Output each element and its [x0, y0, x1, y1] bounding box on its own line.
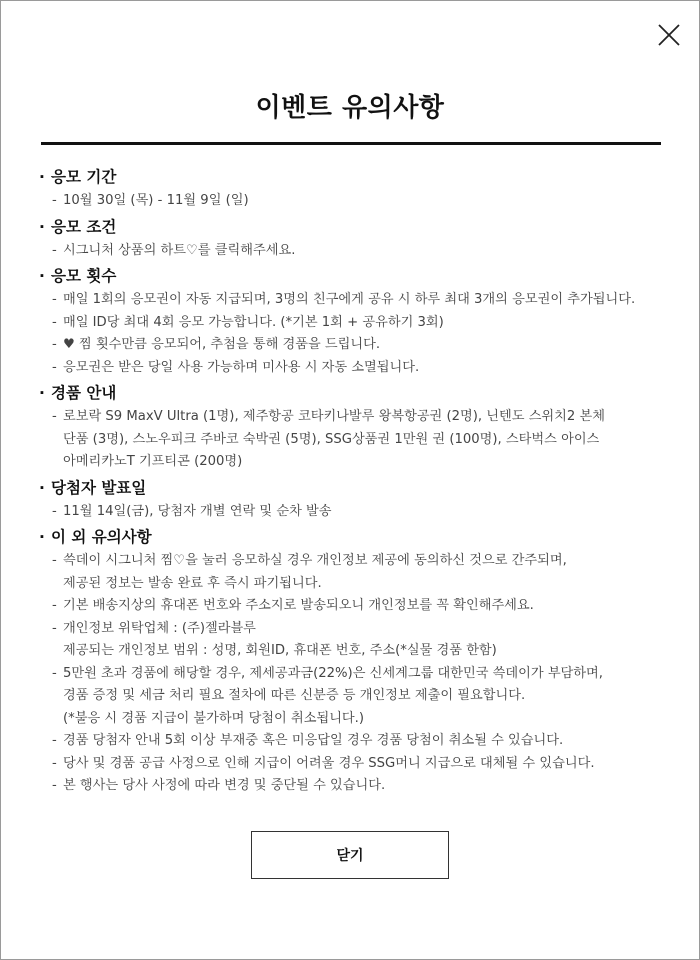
close-modal-button[interactable]: 닫기	[251, 831, 449, 879]
section-heading-text: 당첨자 발표일	[51, 478, 147, 497]
dash-marker: -	[52, 778, 57, 793]
bullet-dot: ·	[39, 384, 45, 402]
notice-section	[39, 524, 669, 798]
dash-marker: -	[52, 314, 57, 330]
section-heading	[39, 164, 669, 190]
close-button[interactable]	[655, 21, 683, 49]
notice-item-line: 본 행사는 당사 사정에 따라 변경 및 중단될 수 있습니다.	[63, 778, 386, 793]
dash-marker: -	[52, 598, 57, 613]
notice-item-line: 매일 ID당 최대 4회 응모 가능합니다. (*기본 1회 + 공유하기 3회)	[63, 314, 444, 330]
notice-item-line: 개인정보 위탁업체 : (주)젤라블루	[63, 620, 256, 636]
section-heading-text: 응모 기간	[51, 168, 117, 186]
notice-item-line: 쓱데이 시그니처 찜♡을 눌러 응모하실 경우 개인정보 제공에 동의하신 것으로 간주되며,	[63, 553, 567, 568]
notice-item	[39, 240, 669, 263]
section-heading	[39, 524, 669, 550]
notice-item-line: 시그니처 상품의 하트♡를 클릭해주세요.	[63, 242, 296, 258]
section-heading	[39, 475, 669, 501]
notice-item-line: ♥ 찜 횟수만큼 응모되어, 추첨을 통해 경품을 드립니다.	[63, 337, 381, 352]
title-divider	[41, 142, 661, 145]
dash-marker: -	[52, 409, 57, 424]
notice-item	[39, 550, 669, 595]
notice-item-line: 경품 당첨자 안내 5회 이상 부재중 혹은 미응답일 경우 경품 당첨이 취소될 수 있습니다.	[63, 733, 564, 748]
notice-item	[39, 663, 669, 731]
notice-item	[39, 334, 669, 357]
notice-item-line: 단품 (3명), 스노우피크 주바코 숙박권 (5명), SSG상품권 1만원 권 (100명), 스타벅스 아이스	[63, 431, 600, 447]
notice-item-line: 제공되는 개인정보 범위 : 성명, 회원ID, 휴대폰 번호, 주소(*실물 경품 한함)	[63, 643, 497, 658]
notice-item-line: 제공된 정보는 발송 완료 후 즉시 파기됩니다.	[63, 575, 322, 591]
notice-item-line: 5만원 초과 경품에 해당할 경우, 제세공과금(22%)은 신세계그룹 대한민국 쓱데이가 부담하며,	[63, 665, 603, 681]
section-heading	[39, 263, 669, 289]
section-heading-text: 응모 조건	[51, 217, 117, 236]
dash-marker: -	[52, 359, 57, 375]
dash-marker: -	[52, 553, 57, 568]
dash-marker: -	[52, 620, 57, 636]
bullet-dot: ·	[39, 478, 45, 497]
notice-item-line: (*불응 시 경품 지급이 불가하며 당첨이 취소됩니다.)	[63, 710, 365, 726]
dash-marker: -	[52, 242, 57, 258]
bullet-dot: ·	[39, 267, 45, 285]
bullet-dot: ·	[39, 168, 45, 186]
dash-marker: -	[52, 503, 57, 519]
notice-item	[39, 190, 669, 213]
dash-marker: -	[52, 733, 57, 748]
section-heading	[39, 380, 669, 406]
notice-item-line: 당사 및 경품 공급 사정으로 인해 지급이 어려울 경우 SSG머니 지급으로 대체될 수 있습니다.	[63, 755, 595, 771]
notice-content	[39, 164, 669, 798]
notice-item-line: 11월 14일(금), 당첨자 개별 연락 및 순차 발송	[63, 503, 332, 519]
modal-title: 이벤트 유의사항	[255, 93, 445, 123]
notice-item	[39, 618, 669, 663]
notice-item	[39, 753, 669, 776]
notice-item	[39, 289, 669, 312]
section-heading-text: 이 외 유의사항	[51, 528, 152, 546]
dash-marker: -	[52, 665, 57, 681]
bullet-dot: ·	[39, 528, 45, 546]
notice-item	[39, 595, 669, 618]
notice-section	[39, 214, 669, 263]
section-heading-text: 응모 횟수	[51, 267, 117, 285]
notice-item-line: 10월 30일 (목) - 11월 9일 (일)	[63, 193, 249, 208]
dash-marker: -	[52, 755, 57, 771]
notice-item	[39, 406, 669, 474]
notice-section	[39, 475, 669, 524]
notice-item	[39, 312, 669, 335]
dash-marker: -	[52, 193, 57, 208]
notice-item	[39, 501, 669, 524]
notice-item-line: 아메리카노T 기프티콘 (200명)	[63, 454, 243, 469]
dash-marker: -	[52, 292, 57, 307]
notice-item-line: 응모권은 받은 당일 사용 가능하며 미사용 시 자동 소멸됩니다.	[63, 359, 420, 375]
notice-item-line: 경품 증정 및 세금 처리 필요 절차에 따른 신분증 등 개인정보 제출이 필요합니다.	[63, 688, 526, 703]
dash-marker: -	[52, 337, 57, 352]
bullet-dot: ·	[39, 217, 45, 236]
notice-item	[39, 357, 669, 380]
notice-item-line: 매일 1회의 응모권이 자동 지급되며, 3명의 친구에게 공유 시 하루 최대 3개의 응모권이 추가됩니다.	[63, 292, 636, 307]
section-heading	[39, 214, 669, 240]
notice-item	[39, 775, 669, 798]
notice-section	[39, 380, 669, 474]
section-heading-text: 경품 안내	[51, 384, 117, 402]
close-icon	[655, 21, 683, 49]
notice-item	[39, 730, 669, 753]
notice-item-line: 기본 배송지상의 휴대폰 번호와 주소지로 발송되오니 개인정보를 꼭 확인해주세요.	[63, 598, 534, 613]
notice-section	[39, 164, 669, 213]
notice-section	[39, 263, 669, 379]
notice-item-line: 로보락 S9 MaxV Ultra (1명), 제주항공 코타키나발루 왕복항공권 (2명), 닌텐도 스위치2 본체	[63, 409, 605, 424]
